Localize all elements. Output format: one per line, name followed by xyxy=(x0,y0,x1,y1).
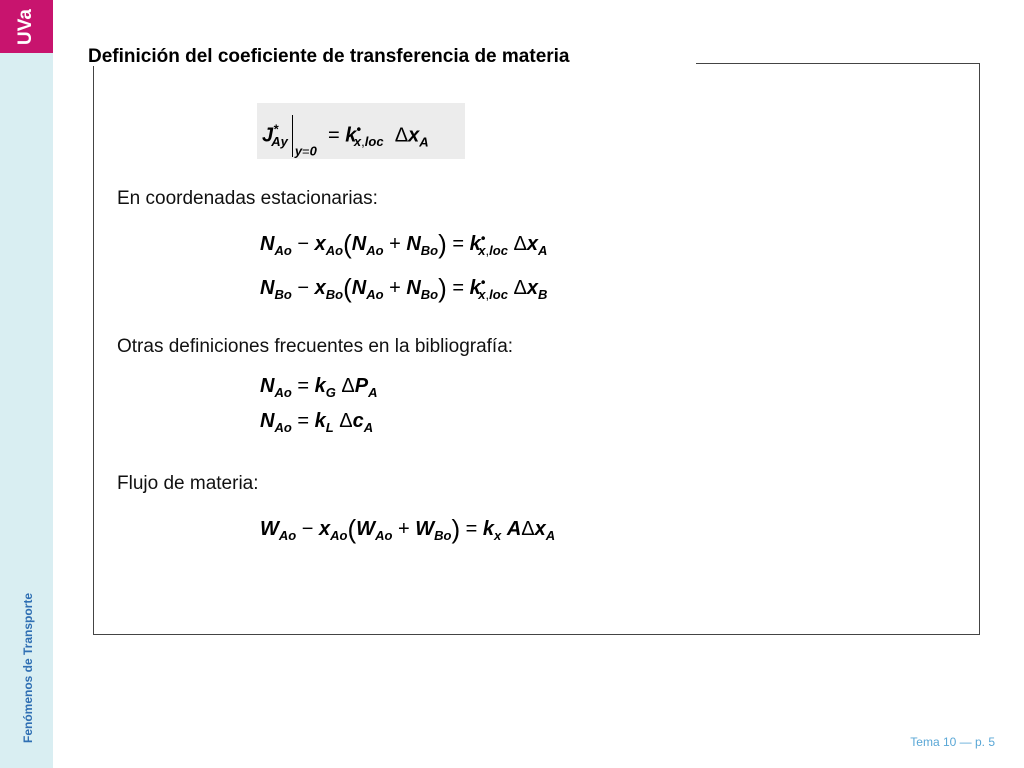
equation-liquid-phase: $N_{Ao} = k_L$ $\Delta c_A$ xyxy=(260,410,374,435)
uva-logo xyxy=(0,0,53,53)
equation-definition: $J^*_{Ayy=0} = k^•_{x,loc}$ $\Delta x_A$ xyxy=(262,115,429,157)
equation-mass-flow: $W_{Ao} - x_{Ao}(W_{Ao} + W_{Bo}) = k_x$ AΔx$_A$ xyxy=(260,514,556,544)
section-flux: Flujo de materia: xyxy=(117,473,259,494)
section-stationary: En coordenadas estacionarias: xyxy=(117,188,378,209)
equation-gas-phase: $N_{Ao} = k_G$ $\Delta P_A$ xyxy=(260,375,378,400)
slide-title: Definición del coeficiente de transferencia de materia xyxy=(88,46,570,67)
equation-stationary-b: $N_{Bo} - x_{Bo}(N_{Ao} + N_{Bo}) = k^•_{x,loc}$ $\Delta x_B$ xyxy=(260,273,548,303)
equation-stationary-a: $N_{Ao} - x_{Ao}(N_{Ao} + N_{Bo}) = k^•_{x,loc}$ $\Delta x_A$ xyxy=(260,229,548,259)
page-footer: Tema 10 — p. 5 xyxy=(910,735,995,749)
sidebar xyxy=(0,0,53,768)
section-other-definitions: Otras definiciones frecuentes en la bibliografía: xyxy=(117,336,514,357)
logo-text: UVa xyxy=(15,9,36,45)
course-label: Fenómenos de Transporte xyxy=(21,592,35,744)
